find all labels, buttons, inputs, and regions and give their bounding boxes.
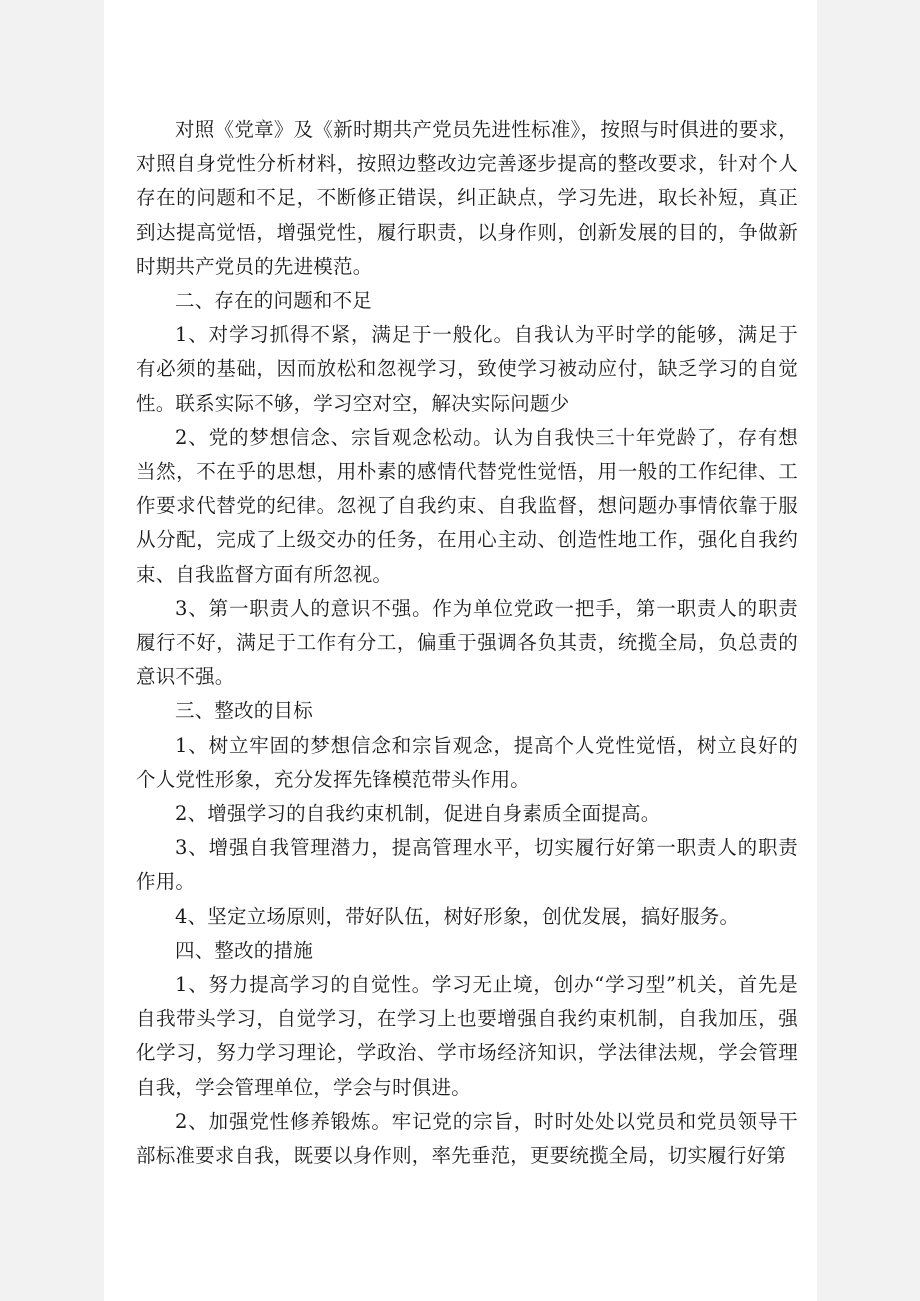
- section-heading-problems: 二、存在的问题和不足: [175, 289, 373, 313]
- problem-item-2: 2、党的梦想信念、宗旨观念松动。认为自我快三十年党龄了，存有想当然，不在乎的思想，用朴素的感情代替党性觉悟，用一般的工作纪律、工作要求代替党的纪律。忽视了自我约束、自我监督，想问题办事情依靠于服从分配，完成了上级交办的任务，在用心主动、创造性地工作，强化自我约束、自我监督方面有所忽视。: [136, 425, 798, 586]
- problem-item-3: 3、第一职责人的意识不强。作为单位党政一把手，第一职责人的职责履行不好，满足于工作有分工，偏重于强调各负其责，统揽全局，负总责的意识不强。: [136, 596, 798, 689]
- measure-item-1: 1、努力提高学习的自觉性。学习无止境，创办“学习型”机关，首先是自我带头学习，自觉学习，在学习上也要增强自我约束机制，自我加压，强化学习，努力学习理论，学政治、学市场经济知识，学法律法规，学会管理自我，学会管理单位，学会与时俱进。: [136, 973, 798, 1099]
- section-heading-goals: 三、整改的目标: [175, 699, 313, 723]
- goal-item-2: 2、增强学习的自我约束机制，促进自身素质全面提高。: [175, 802, 661, 826]
- intro-paragraph: 对照《党章》及《新时期共产党员先进性标准》，按照与时俱进的要求，对照自身党性分析材料，按照边整改边完善逐步提高的整改要求，针对个人存在的问题和不足，不断修正错误，纠正缺点，学习先进，取长补短，真正到达提高觉悟，增强党性，履行职责，以身作则，创新发展的目的，争做新时期共产党员的先进模范。: [136, 118, 798, 278]
- measure-item-2: 2、加强党性修养锻炼。牢记党的宗旨，时时处处以党员和党员领导干部标准要求自我，既要以身作则，率先垂范，更要统揽全局，切实履行好第: [136, 1109, 798, 1168]
- document-page: [104, 0, 817, 1301]
- problem-item-1: 1、对学习抓得不紧，满足于一般化。自我认为平时学的能够，满足于有必须的基础，因而放松和忽视学习，致使学习被动应付，缺乏学习的自觉性。联系实际不够，学习空对空，解决实际问题少: [136, 323, 798, 415]
- document-body: [136, 113, 798, 1173]
- goal-item-1: 1、树立牢固的梦想信念和宗旨观念，提高个人党性觉悟，树立良好的个人党性形象，充分发挥先锋模范带头作用。: [136, 733, 798, 791]
- goal-item-4: 4、坚定立场原则，带好队伍，树好形象，创优发展，搞好服务。: [175, 904, 740, 928]
- goal-item-3: 3、增强自我管理潜力，提高管理水平，切实履行好第一职责人的职责作用。: [136, 836, 798, 894]
- section-heading-measures: 四、整改的措施: [175, 938, 313, 962]
